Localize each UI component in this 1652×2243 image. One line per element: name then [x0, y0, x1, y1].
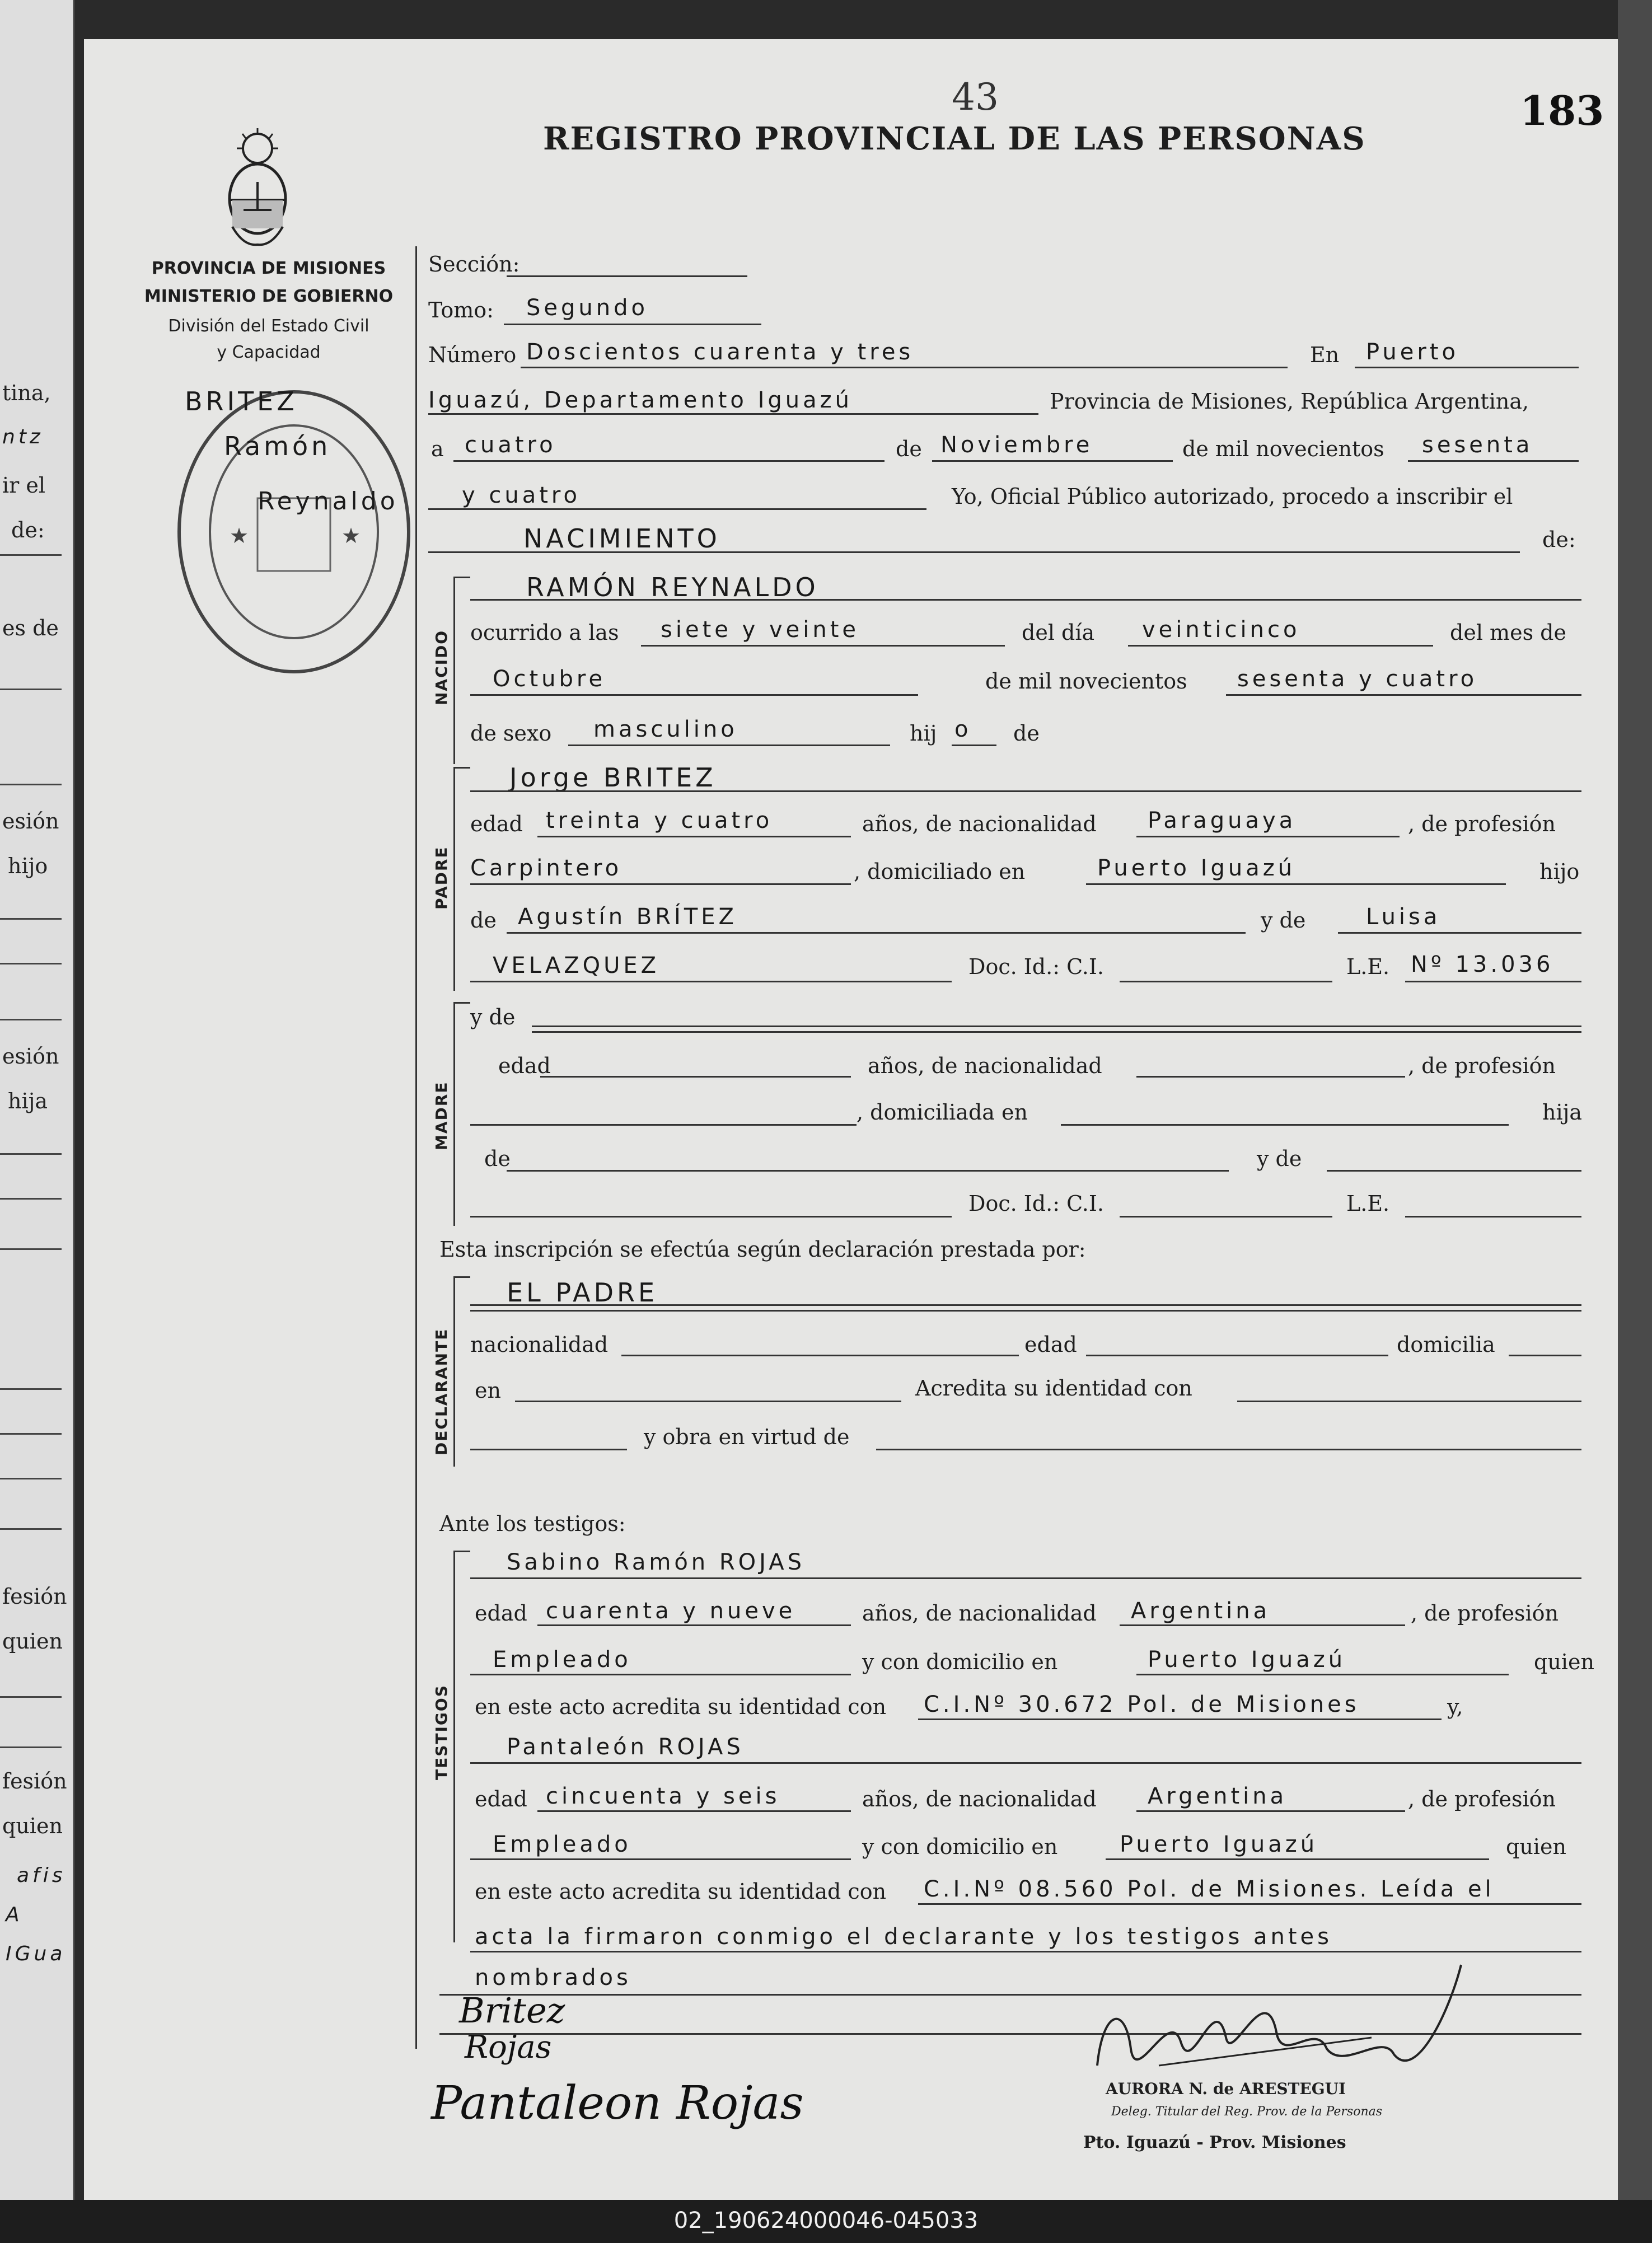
- declarante-obra-label: y obra en virtud de: [644, 1425, 850, 1449]
- form-border: [415, 246, 417, 2049]
- t2-anios-label: años, de nacionalidad: [862, 1787, 1097, 1811]
- del-dia-label: del día: [1022, 620, 1095, 645]
- hora-field: [641, 645, 1005, 647]
- padre-madre-field-2: [470, 981, 952, 982]
- declarante-edad-label: edad: [1024, 1332, 1077, 1357]
- t2-dom-value: Puerto Iguazú: [1120, 1832, 1318, 1857]
- madre-edad-field: [540, 1076, 851, 1078]
- tomo-label: Tomo:: [428, 298, 494, 322]
- official-title: Deleg. Titular del Reg. Prov. de la Personas: [1111, 2105, 1383, 2119]
- madre-madre-field: [1327, 1170, 1581, 1172]
- nacido-bracket: [453, 577, 455, 764]
- mil-text: de mil novecientos: [1182, 437, 1384, 461]
- declarante-edad-field: [1086, 1355, 1388, 1356]
- coat-of-arms-icon: [221, 126, 294, 249]
- t1-name: Sabino Ramón ROJAS: [507, 1549, 805, 1575]
- madre-dom-field: [1061, 1124, 1509, 1126]
- declarante-en-field: [515, 1401, 901, 1402]
- declarante-domicilia-field: [1509, 1355, 1581, 1356]
- t2-quien-label: quien: [1506, 1834, 1566, 1859]
- left-fragment: tina,: [2, 381, 51, 405]
- padre-y-de-label: y de: [1261, 908, 1306, 933]
- declarante-nac-field: [621, 1355, 1019, 1356]
- padre-edad-label: edad: [470, 812, 523, 836]
- t1-prof-label: , de profesión: [1411, 1601, 1559, 1626]
- year-value: sesenta: [1422, 432, 1533, 458]
- left-rule: [0, 689, 62, 690]
- padre-dom-value: Puerto Iguazú: [1097, 855, 1296, 881]
- left-rule: [0, 784, 62, 785]
- madre-de-label: de: [484, 1146, 511, 1171]
- folio-number: 183: [1520, 87, 1604, 134]
- place-value: Iguazú, Departamento Iguazú: [428, 387, 853, 413]
- closing-field-1: [470, 1951, 1581, 1952]
- left-facing-page: [0, 0, 74, 2200]
- padre-madre-field: [1338, 932, 1581, 934]
- padre-name: Jorge BRITEZ: [509, 762, 717, 793]
- left-fragment: de:: [11, 518, 45, 542]
- t1-acredita-label: en este acto acredita su identidad con: [475, 1694, 887, 1719]
- closing-line-2: nombrados: [475, 1965, 631, 1991]
- signature-pantaleon-rojas: Pantaleon Rojas: [431, 2077, 804, 2130]
- t2-edad-value: cincuenta y seis: [546, 1783, 780, 1809]
- madre-line-field: [470, 1216, 952, 1218]
- left-rule: [0, 1528, 62, 1530]
- acto-value: NACIMIENTO: [523, 523, 720, 554]
- t1-dom-value: Puerto Iguazú: [1148, 1647, 1346, 1673]
- padre-prof-value: Carpintero: [470, 855, 623, 881]
- testigos-intro: Ante los testigos:: [439, 1511, 626, 1536]
- nacido-de-label: de: [1013, 721, 1040, 746]
- left-rule: [0, 1433, 62, 1435]
- madre-anios-label: años, de nacionalidad: [868, 1053, 1102, 1078]
- t1-anios-label: años, de nacionalidad: [862, 1601, 1097, 1626]
- padre-de-label: de: [470, 908, 497, 933]
- left-rule: [0, 1696, 62, 1698]
- madre-le-field: [1405, 1216, 1581, 1218]
- left-fragment: fesión: [2, 1769, 67, 1794]
- bracket-top: [453, 1551, 470, 1552]
- nacido-name: RAMÓN REYNALDO: [526, 572, 819, 602]
- image-id: 02_190624000046-045033: [673, 2208, 979, 2233]
- signature-rojas: Rojas: [465, 2029, 552, 2066]
- declarante-bracket: [453, 1276, 455, 1467]
- header-capacity: y Capacidad: [217, 343, 321, 362]
- t2-nac-value: Argentina: [1148, 1783, 1288, 1809]
- t1-doc-value: C.I.Nº 30.672 Pol. de Misiones: [924, 1692, 1360, 1717]
- header-province: PROVINCIA DE MISIONES: [151, 259, 386, 278]
- padre-domiciliado-label: , domiciliado en: [854, 859, 1026, 884]
- padre-madre-value-2: VELAZQUEZ: [493, 953, 660, 978]
- madre-y-de-label: y de: [470, 1005, 516, 1029]
- svg-text:★: ★: [230, 523, 249, 548]
- padre-hijo-label: hijo: [1539, 859, 1580, 884]
- padre-prof-label: , de profesión: [1408, 812, 1556, 836]
- left-fragment: ir el: [2, 473, 46, 498]
- a-label: a: [431, 437, 444, 461]
- padre-padre-value: Agustín BRÍTEZ: [518, 904, 737, 930]
- bracket-top: [453, 1002, 470, 1004]
- padre-bracket: [453, 767, 455, 991]
- left-rule: [0, 1198, 62, 1200]
- mes-value: Octubre: [493, 666, 606, 692]
- place-field: [428, 413, 1038, 415]
- madre-bracket: [453, 1002, 455, 1226]
- declarante-obra-pre-field: [470, 1449, 627, 1450]
- ocurrido-label: ocurrido a las: [470, 620, 619, 645]
- t2-doc-value: C.I.Nº 08.560 Pol. de Misiones. Leída el: [924, 1876, 1495, 1902]
- seccion-field: [507, 275, 747, 277]
- numero-field: [521, 367, 1288, 368]
- mil-label: de mil novecientos: [985, 669, 1187, 694]
- t2-dom-label: y con domicilio en: [862, 1834, 1058, 1859]
- bracket-top: [453, 767, 470, 769]
- left-rule: [0, 554, 62, 556]
- t2-doc-field: [918, 1903, 1581, 1905]
- t1-edad-value: cuarenta y nueve: [546, 1598, 796, 1624]
- padre-name-field: [470, 790, 1581, 792]
- t2-nac-field: [1136, 1810, 1405, 1812]
- madre-edad-label: edad: [498, 1053, 551, 1078]
- left-fragment: hija: [8, 1089, 48, 1113]
- padre-side-label: PADRE: [432, 846, 451, 910]
- madre-domiciliada-label: , domiciliada en: [857, 1100, 1028, 1125]
- declarante-acredita-label: Acredita su identidad con: [915, 1376, 1192, 1401]
- madre-padre-field: [507, 1170, 1229, 1172]
- t2-name: Pantaleón ROJAS: [507, 1734, 744, 1760]
- padre-nac-value: Paraguaya: [1148, 808, 1297, 833]
- left-fragment: IGua: [6, 1942, 66, 1965]
- declarante-obra-field: [876, 1449, 1581, 1450]
- dia-field: [1128, 645, 1433, 647]
- numero-value: Doscientos cuarenta y tres: [526, 339, 914, 365]
- year-field-2: [428, 508, 926, 510]
- t2-name-field: [470, 1762, 1581, 1764]
- padre-padre-field: [507, 932, 1246, 934]
- hij-field: [952, 744, 996, 746]
- t1-quien-label: quien: [1534, 1650, 1594, 1674]
- official-name: AURORA N. de ARESTEGUI: [1106, 2080, 1346, 2098]
- month-value: Noviembre: [940, 432, 1093, 458]
- t1-dom-field: [1136, 1674, 1509, 1675]
- margin-second-name: Reynaldo: [258, 487, 399, 516]
- madre-le-label: L.E.: [1346, 1191, 1390, 1216]
- del-mes-label: del mes de: [1450, 620, 1566, 645]
- t1-edad-field: [537, 1624, 851, 1626]
- declarante-nac-label: nacionalidad: [470, 1332, 609, 1357]
- madre-hija-label: hija: [1542, 1100, 1583, 1125]
- left-rule: [0, 1478, 62, 1479]
- page-number: 43: [952, 76, 999, 119]
- madre-y-de-label-2: y de: [1257, 1146, 1302, 1171]
- t2-prof-label: , de profesión: [1408, 1787, 1556, 1811]
- madre-name-field: [532, 1025, 1581, 1027]
- declarante-acredita-field: [1237, 1401, 1581, 1402]
- oficial-text: Yo, Oficial Público autorizado, procedo a inscribir el: [952, 484, 1513, 509]
- en-field: [1355, 367, 1579, 368]
- t1-y-label: y,: [1447, 1694, 1463, 1719]
- declarante-domicilia-label: domicilia: [1397, 1332, 1495, 1357]
- margin-surname: BRITEZ: [185, 386, 298, 416]
- padre-edad-value: treinta y cuatro: [546, 808, 773, 833]
- padre-doc-label: Doc. Id.: C.I.: [968, 954, 1104, 979]
- nacido-name-field: [470, 599, 1581, 601]
- left-rule: [0, 1388, 62, 1390]
- t2-edad-field: [537, 1810, 851, 1812]
- de-label: de: [896, 437, 922, 461]
- declaracion-text: Esta inscripción se efectúa según declaración prestada por:: [439, 1237, 1086, 1262]
- t2-acredita-label: en este acto acredita su identidad con: [475, 1879, 887, 1904]
- tomo-field: [504, 324, 761, 325]
- t1-edad-label: edad: [475, 1601, 527, 1626]
- declarante-name-field: [470, 1304, 1581, 1306]
- bracket-top: [453, 1276, 470, 1278]
- header-division: División del Estado Civil: [168, 316, 369, 336]
- padre-le-field: [1405, 981, 1581, 982]
- left-fragment: afis: [17, 1864, 66, 1887]
- t1-nac-value: Argentina: [1131, 1598, 1271, 1624]
- de-colon: de:: [1542, 527, 1576, 552]
- en-label: En: [1310, 343, 1340, 367]
- seccion-label: Sección:: [428, 252, 520, 277]
- t2-prof-value: Empleado: [493, 1832, 631, 1857]
- padre-le-label: L.E.: [1346, 954, 1390, 979]
- sexo-label: de sexo: [470, 721, 552, 746]
- left-rule: [0, 918, 62, 920]
- testigos-side-label: TESTIGOS: [432, 1684, 451, 1780]
- left-rule: [0, 1153, 62, 1155]
- t1-nac-field: [1120, 1624, 1405, 1626]
- t2-dom-field: [1106, 1858, 1489, 1860]
- left-fragment: quien: [2, 1629, 63, 1654]
- padre-doc-field: [1120, 981, 1332, 982]
- madre-doc-label: Doc. Id.: C.I.: [968, 1191, 1104, 1216]
- padre-nac-field: [1136, 836, 1400, 837]
- bracket-top: [453, 577, 470, 578]
- dia-value: veinticinco: [1142, 617, 1300, 643]
- padre-dom-field: [1086, 883, 1506, 885]
- t2-edad-label: edad: [475, 1787, 527, 1811]
- official-signature-icon: [1080, 1954, 1483, 2088]
- declarante-side-label: DECLARANTE: [432, 1328, 451, 1455]
- anio-field: [1226, 694, 1581, 696]
- left-fragment: es de: [2, 616, 59, 640]
- hij-label: hij: [910, 721, 937, 746]
- book-edge: [1618, 0, 1652, 2200]
- year-field: [1408, 460, 1579, 462]
- padre-prof-field: [470, 883, 851, 885]
- en-value: Puerto: [1366, 339, 1459, 365]
- declarante-en-label: en: [475, 1378, 501, 1403]
- t1-prof-value: Empleado: [493, 1647, 631, 1673]
- hora-value: siete y veinte: [661, 617, 859, 643]
- declarante-name-field-2: [470, 1310, 1581, 1312]
- signature-britez: Britez: [459, 1990, 565, 2031]
- testigos-bracket: [453, 1551, 455, 1942]
- t1-name-field: [470, 1577, 1581, 1579]
- left-fragment: hijo: [8, 854, 48, 878]
- left-rule: [0, 1746, 62, 1748]
- provincia-text: Provincia de Misiones, República Argentina,: [1050, 389, 1529, 414]
- margin-first-name: Ramón: [224, 431, 331, 461]
- left-rule: [0, 1019, 62, 1020]
- t1-dom-label: y con domicilio en: [862, 1650, 1058, 1674]
- numero-label: Número: [428, 343, 517, 367]
- page-title: REGISTRO PROVINCIAL DE LAS PERSONAS: [543, 120, 1366, 157]
- mes-field: [470, 694, 918, 696]
- tomo-value: Segundo: [526, 295, 648, 321]
- left-fragment: esión: [2, 1044, 59, 1069]
- left-rule: [0, 1248, 62, 1250]
- left-fragment: ntz: [2, 425, 44, 448]
- day-value: cuatro: [465, 432, 556, 458]
- nacido-side-label: NACIDO: [432, 629, 451, 705]
- acto-field: [428, 551, 1520, 553]
- sexo-field: [568, 744, 890, 746]
- madre-nac-field: [1136, 1076, 1405, 1078]
- anio-value: sesenta y cuatro: [1237, 666, 1478, 692]
- header-ministry: MINISTERIO DE GOBIERNO: [144, 287, 394, 306]
- closing-line-1: acta la firmaron conmigo el declarante y los testigos antes: [475, 1924, 1332, 1950]
- padre-madre-value: Luisa: [1366, 904, 1441, 930]
- svg-text:★: ★: [341, 523, 361, 548]
- left-fragment: A: [6, 1903, 23, 1926]
- madre-prof-field: [470, 1124, 857, 1126]
- madre-prof-label: , de profesión: [1408, 1053, 1556, 1078]
- left-fragment: quien: [2, 1814, 63, 1838]
- hij-value: o: [954, 717, 972, 742]
- declarante-name: EL PADRE: [507, 1277, 658, 1308]
- madre-side-label: MADRE: [432, 1081, 451, 1150]
- left-fragment: esión: [2, 809, 59, 833]
- t1-doc-field: [918, 1718, 1442, 1720]
- sexo-value: masculino: [593, 717, 738, 742]
- padre-edad-field: [537, 836, 851, 837]
- official-place: Pto. Iguazú - Prov. Misiones: [1083, 2133, 1346, 2152]
- madre-doc-field: [1120, 1216, 1332, 1218]
- t1-prof-field: [470, 1674, 851, 1675]
- month-field: [932, 460, 1173, 462]
- t2-prof-field: [470, 1858, 851, 1860]
- padre-le-value: Nº 13.036: [1411, 952, 1554, 977]
- madre-name-field-2: [532, 1031, 1581, 1033]
- left-rule: [0, 963, 62, 964]
- left-fragment: fesión: [2, 1584, 67, 1609]
- day-field: [453, 460, 885, 462]
- padre-anios-label: años, de nacionalidad: [862, 812, 1097, 836]
- year-value-2: y cuatro: [462, 483, 581, 508]
